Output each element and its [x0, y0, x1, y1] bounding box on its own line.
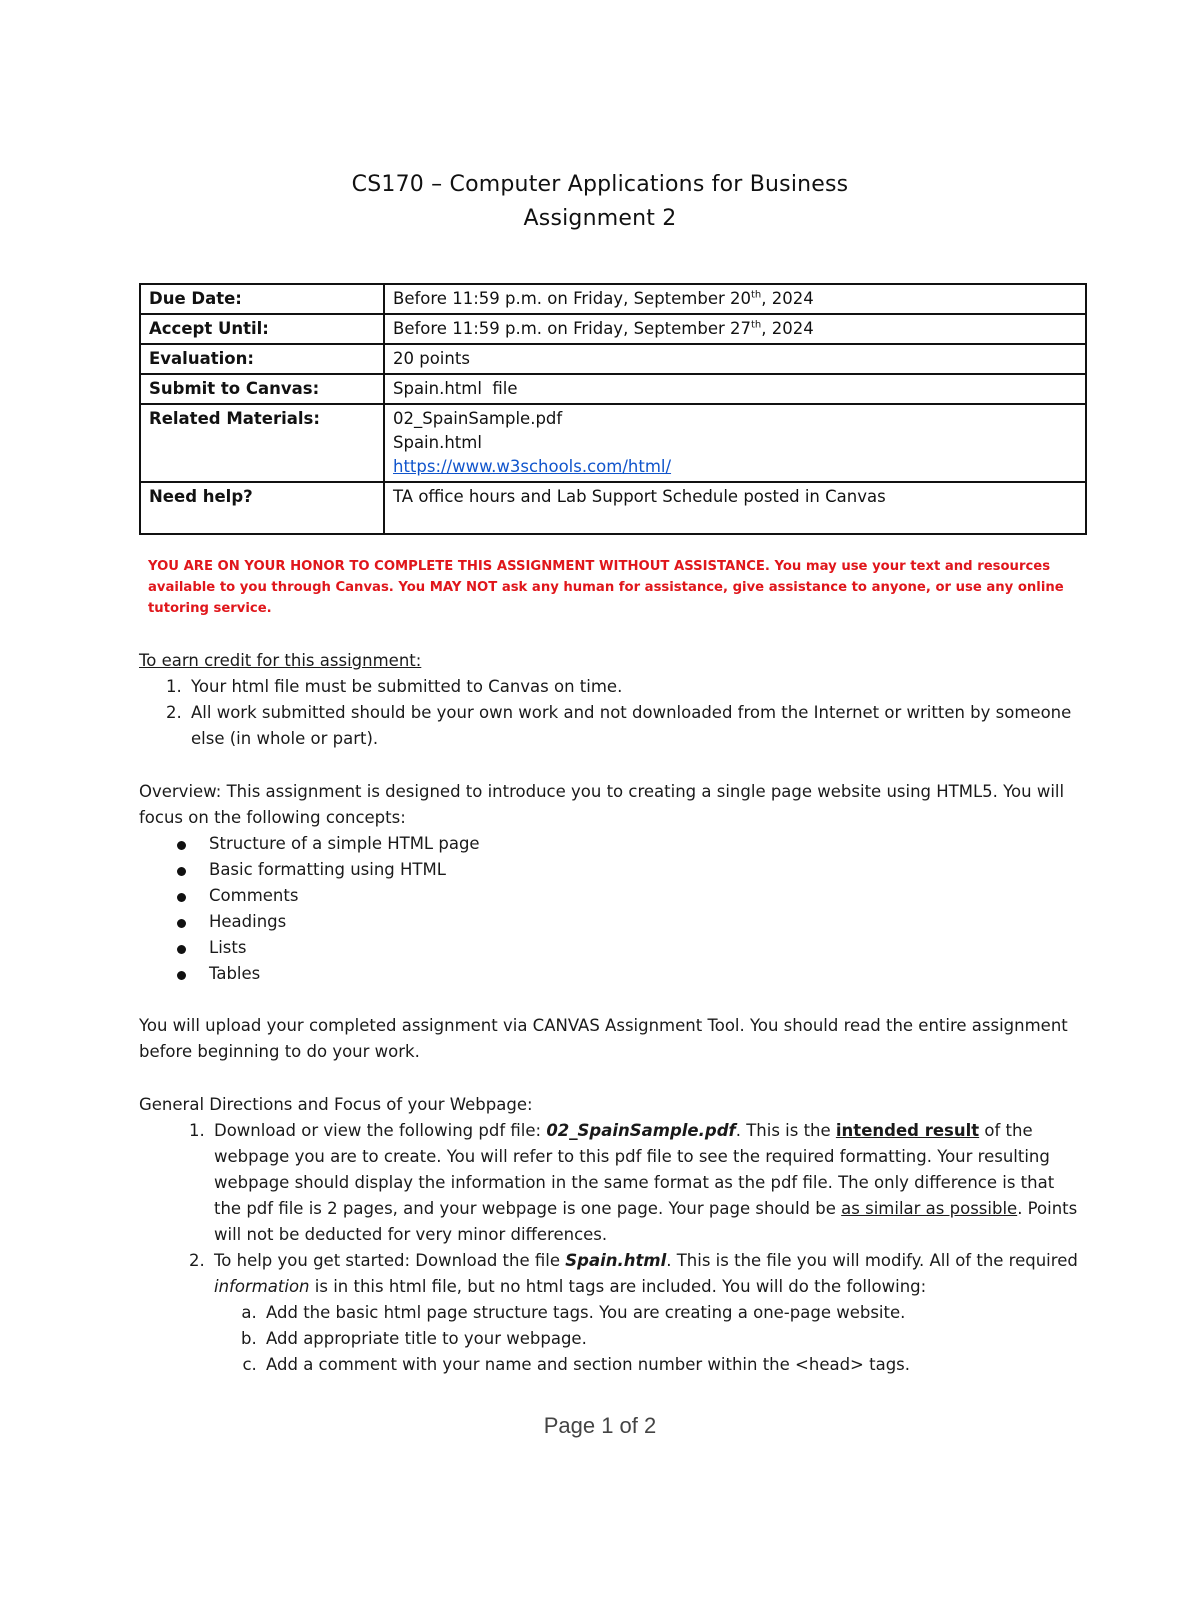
related-materials-label: Related Materials:	[140, 404, 384, 482]
overview-section	[139, 779, 1079, 987]
directions-heading: General Directions and Focus of your Webpage:	[139, 1095, 533, 1114]
list-item: 1. Your html file must be submitted to Canvas on time.	[187, 674, 1079, 700]
concept-text: Lists	[209, 938, 247, 957]
due-date-label: Due Date:	[140, 284, 384, 314]
bullet-icon	[177, 945, 186, 954]
table-row	[140, 284, 1086, 314]
sample-pdf-name: 02_SpainSample.pdf	[546, 1121, 736, 1140]
list-item	[209, 857, 1079, 883]
honor-statement: YOU ARE ON YOUR HONOR TO COMPLETE THIS ASSIGNMENT WITHOUT ASSISTANCE. You may use your text and resources available to you through Canvas. You MAY NOT ask any human for assistance, give assistance to anyone, or use any online tutoring service.	[148, 559, 1064, 616]
concept-text: Structure of a simple HTML page	[209, 834, 480, 853]
table-row	[140, 482, 1086, 534]
list-item	[209, 961, 1079, 987]
concept-text: Basic formatting using HTML	[209, 860, 446, 879]
material-html: Spain.html	[393, 433, 482, 452]
evaluation-value: 20 points	[384, 344, 1086, 374]
list-item	[209, 831, 1079, 857]
table-row	[140, 404, 1086, 482]
due-date-value	[384, 284, 1086, 314]
need-help-label: Need help?	[140, 482, 384, 534]
credit-list	[139, 674, 1079, 752]
list-item: c. Add a comment with your name and section number within the <head> tags.	[262, 1352, 1079, 1378]
concept-list	[139, 831, 1079, 987]
spain-html-name: Spain.html	[565, 1251, 667, 1270]
due-date-year: , 2024	[761, 289, 814, 308]
submit-label: Submit to Canvas:	[140, 374, 384, 404]
accept-until-value	[384, 314, 1086, 344]
material-pdf: 02_SpainSample.pdf	[393, 409, 563, 428]
list-item	[209, 883, 1079, 909]
dir1-text: Download or view the following pdf file:	[214, 1121, 547, 1140]
accept-until-year: , 2024	[761, 319, 814, 338]
dir1-text: of the webpage you are to create. You will refer to this pdf file to see the required formatting. Your resulting webpage should display the information in the same format as the pdf file. The only difference is that the pdf file is 2 pages, and your webpage is one page. Your page should be	[214, 1121, 1055, 1218]
assignment-info-table	[139, 283, 1087, 535]
due-date-suffix: th	[751, 289, 762, 301]
directions-sub-list	[214, 1300, 1079, 1378]
bullet-icon	[177, 919, 186, 928]
list-item	[210, 1118, 1079, 1248]
concept-text: Headings	[209, 912, 287, 931]
dir2-text: . This is the file you will modify. All of the required	[666, 1251, 1089, 1270]
related-materials-value	[384, 404, 1086, 482]
due-date-text: Before 11:59 p.m. on Friday, September 20	[393, 289, 752, 308]
page-number: Page 1 of 2	[543, 1413, 657, 1438]
concept-text: Tables	[209, 964, 261, 983]
assignment-title: Assignment 2	[523, 206, 677, 231]
dir1-text: . This is the	[735, 1121, 836, 1140]
accept-until-label: Accept Until:	[140, 314, 384, 344]
dir2-text: To help you get started: Download the file	[214, 1251, 566, 1270]
credit-section	[139, 648, 1079, 752]
overview-text: Overview: This assignment is designed to introduce you to creating a single page website using HTML5. You will focus on the following concepts:	[139, 782, 1065, 827]
credit-heading: To earn credit for this assignment:	[139, 651, 422, 670]
list-item	[209, 909, 1079, 935]
accept-until-text: Before 11:59 p.m. on Friday, September 27	[393, 319, 752, 338]
concept-text: Comments	[209, 886, 299, 905]
table-row	[140, 314, 1086, 344]
list-item: a. Add the basic html page structure tags. You are creating a one-page website.	[262, 1300, 1079, 1326]
bullet-icon	[177, 841, 186, 850]
list-item: b. Add appropriate title to your webpage.	[262, 1326, 1079, 1352]
dir2-text: is in this html file, but no html tags are included. You will do the following:	[309, 1277, 927, 1296]
upload-text: You will upload your completed assignment via CANVAS Assignment Tool. You should read the entire assignment before beginning to do your work.	[139, 1016, 1068, 1061]
as-similar-text: as similar as possible	[841, 1199, 1018, 1218]
course-title: CS170 – Computer Applications for Business	[351, 172, 849, 197]
bullet-icon	[177, 893, 186, 902]
submit-value: Spain.html file	[384, 374, 1086, 404]
evaluation-label: Evaluation:	[140, 344, 384, 374]
list-item	[209, 935, 1079, 961]
bullet-icon	[177, 867, 186, 876]
dir1-text: . Points will not be deducted for very minor differences.	[214, 1199, 1078, 1244]
list-item: 2. All work submitted should be your own work and not downloaded from the Internet or written by someone else (in whole or part).	[187, 700, 1079, 752]
table-row	[140, 344, 1086, 374]
table-row	[140, 374, 1086, 404]
intended-result-text: intended result	[835, 1121, 980, 1140]
list-item	[210, 1248, 1089, 1378]
need-help-value: TA office hours and Lab Support Schedule posted in Canvas	[384, 482, 1086, 534]
w3schools-link[interactable]: https://www.w3schools.com/html/	[393, 457, 672, 476]
directions-list	[139, 1118, 1089, 1378]
information-text: information	[214, 1277, 310, 1296]
accept-until-suffix: th	[751, 319, 762, 331]
directions-section	[139, 1092, 1089, 1378]
bullet-icon	[177, 971, 186, 980]
